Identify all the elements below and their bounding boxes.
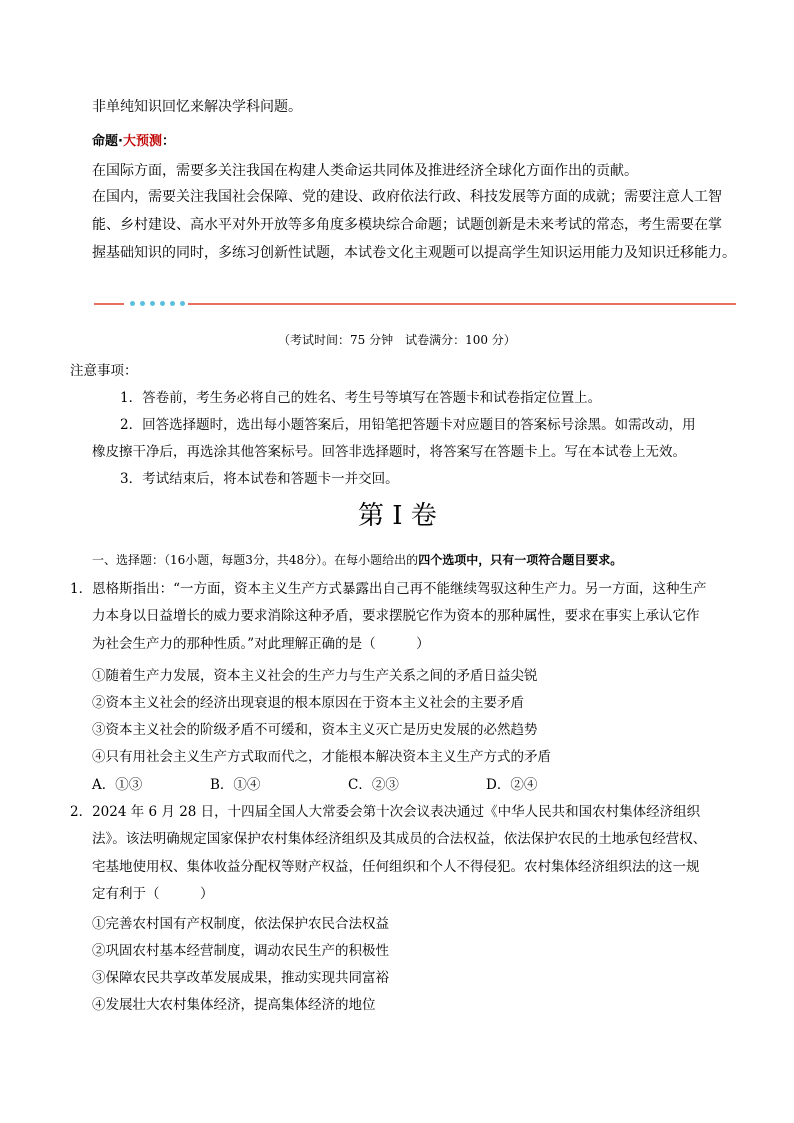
intro-paragraph: 在国际方面，需要多关注我国在构建人类命运共同体及推进经济全球化方面作出的贡献。 [92,163,638,179]
question-1-stem: 为社会生产力的那种性质。”对此理解正确的是（ ） [92,636,430,652]
question-1-choice-d: D．②④ [486,777,538,793]
divider-dots [130,301,185,306]
instruction-part: ，只有一项符合题目要求。 [478,553,623,567]
question-2-statement: ②巩固农村基本经营制度，调动农民生产的积极性 [92,943,389,959]
intro-paragraph: 握基础知识的同时，多练习创新性试题，本试卷文化主观题可以提高学生知识运用能力及知识迁移能力。 [92,245,736,261]
note-item: 1．答卷前，考生务必将自己的姓名、考生号等填写在答题卡和试卷指定位置上。 [120,390,602,406]
question-2-statement: ④发展壮大农村集体经济，提高集体经济的地位 [92,997,376,1013]
question-1-statement: ①随着生产力发展，资本主义社会的生产力与生产关系之间的矛盾日益尖锐 [92,668,538,684]
intro-line: 非单纯知识回忆来解决学科问题。 [92,99,302,115]
notes-title: 注意事项： [70,363,138,379]
question-2-statement: ①完善农村国有产权制度，依法保护农民合法权益 [92,916,389,932]
intro-paragraph: 能、乡村建设、高水平对外开放等多角度多模块综合命题；试题创新是未来考试的常态，考生需要在掌 [92,217,722,233]
note-item: 2．回答选择题时，选出每小题答案后，用铅笔把答题卡对应题目的答案标号涂黑。如需改动，用 [120,417,696,433]
question-2-stem: 2．2024 年 6 月 28 日，十四届全国人大常委会第十次会议表决通过《中华人民共和国农村集体经济组织 [70,804,701,820]
question-2-statement: ③保障农民共享改革发展成果，推动实现共同富裕 [92,970,389,986]
instruction-emphasis: 四个选项中 [418,553,479,567]
note-item: 橡皮擦干净后，再选涂其他答案标号。回答非选择题时，将答案写在答题卡上。写在本试卷上无效。 [92,444,686,460]
question-1-choice-a: A．①③ [92,777,143,793]
heading-red-label: 大预测 [122,134,162,149]
question-1-stem: 力本身以日益增长的威力要求消除这种矛盾，要求摆脱它作为资本的那种属性，要求在事实上承认它作 [92,608,700,624]
question-1-choice-b: B．①④ [210,777,261,793]
question-2-stem: 法》。该法明确规定国家保护农村集体经济组织及其成员的合法权益，依法保护农民的土地承包经营权、 [92,831,707,847]
prediction-heading [92,130,175,149]
question-2-stem: 定有利于（ ） [92,886,214,902]
intro-paragraph: 在国内，需要关注我国社会保障、党的建设、政府依法行政、科技发展等方面的成就；需要注意人工智 [92,189,722,205]
question-1-stem: 1．恩格斯指出：“一方面，资本主义生产方式暴露出自己再不能继续驾驭这种生产力。另一方面，这种生产 [70,581,707,597]
question-1-statement: ③资本主义社会的阶级矛盾不可缓和，资本主义灭亡是历史发展的必然趋势 [92,722,538,738]
instruction-part: 一、选择题：（16小题，每题3分，共48分）。在每小题给出的 [92,553,419,567]
question-1-choice-c: C．②③ [348,777,399,793]
section-instruction [92,551,622,568]
divider-left [94,303,124,305]
heading-suffix: ： [161,134,175,149]
exam-info: （考试时间：75 分钟 试卷满分：100 分） [278,333,516,347]
note-item: 3．考试结束后，将本试卷和答题卡一并交回。 [120,471,399,487]
question-2-stem: 宅基地使用权、集体收益分配权等财产权益，任何组织和个人不得侵犯。农村集体经济组织法的这一规 [92,859,700,875]
question-1-statement: ②资本主义社会的经济出现衰退的根本原因在于资本主义社会的主要矛盾 [92,695,524,711]
question-1-statement: ④只有用社会主义生产方式取而代之，才能根本解决资本主义生产方式的矛盾 [92,749,551,765]
heading-prefix: 命题· [92,134,123,149]
section-title: 第 I 卷 [358,501,437,531]
divider-right [188,303,736,305]
